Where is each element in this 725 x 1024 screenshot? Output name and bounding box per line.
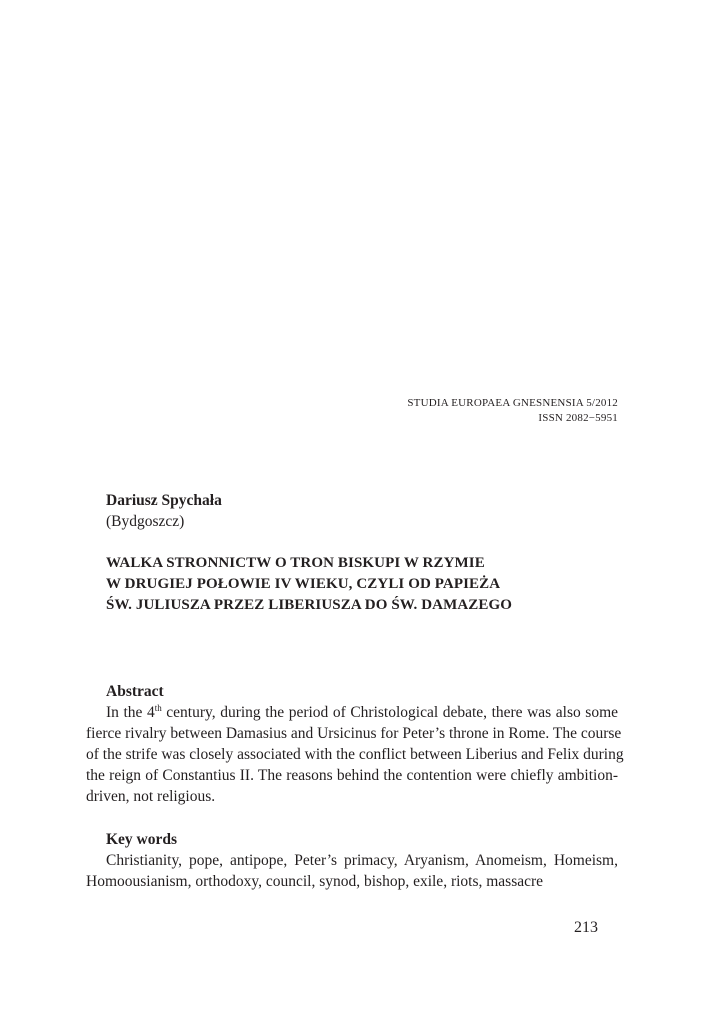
title-line-3: ŚW. JULIUSZA PRZEZ LIBERIUSZA DO ŚW. DAMAZEGO [106,597,513,613]
journal-name: STUDIA EUROPAEA GNESNENSIA 5/2012 [407,397,618,409]
keywords-line-1: Christianity, pope, antipope, Peter’s primacy, Aryanism, Anomeism, Homeism, [106,852,618,869]
page-number: 213 [574,919,598,936]
keywords-line-2: Homoousianism, orthodoxy, council, synod, bishop, exile, riots, massacre [86,873,544,890]
journal-issn: ISSN 2082−5951 [538,412,618,424]
abstract-line-2: fierce rivalry between Damasius and Ursicinus for Peter’s throne in Rome. The course [86,725,622,742]
article-title [106,553,626,616]
abstract-line-5: driven, not religious. [86,788,216,805]
keywords-heading: Key words [106,831,178,848]
abstract-section [86,681,624,807]
ordinal-suffix: th [154,702,162,713]
keywords-section [86,829,618,892]
author-name: Dariusz Spychała [106,492,222,509]
author-affiliation: (Bydgoszcz) [106,513,185,530]
abstract-line-1-pre: In the 4 [106,704,155,721]
title-line-1: WALKA STRONNICTW O TRON BISKUPI W RZYMIE [106,555,485,571]
abstract-heading: Abstract [106,683,164,700]
author-block [106,490,222,532]
journal-header [407,396,618,426]
abstract-line-1 [86,702,618,723]
abstract-line-4: the reign of Constantius II. The reasons behind the contention were chiefly ambition- [86,767,618,784]
abstract-line-1-post: century, during the period of Christological debate, there was also some [161,704,619,721]
title-line-2: W DRUGIEJ POŁOWIE IV WIEKU, CZYLI OD PAPIEŻA [106,576,501,592]
abstract-line-3: of the strife was closely associated with the conflict between Liberius and Felix during [86,746,624,763]
